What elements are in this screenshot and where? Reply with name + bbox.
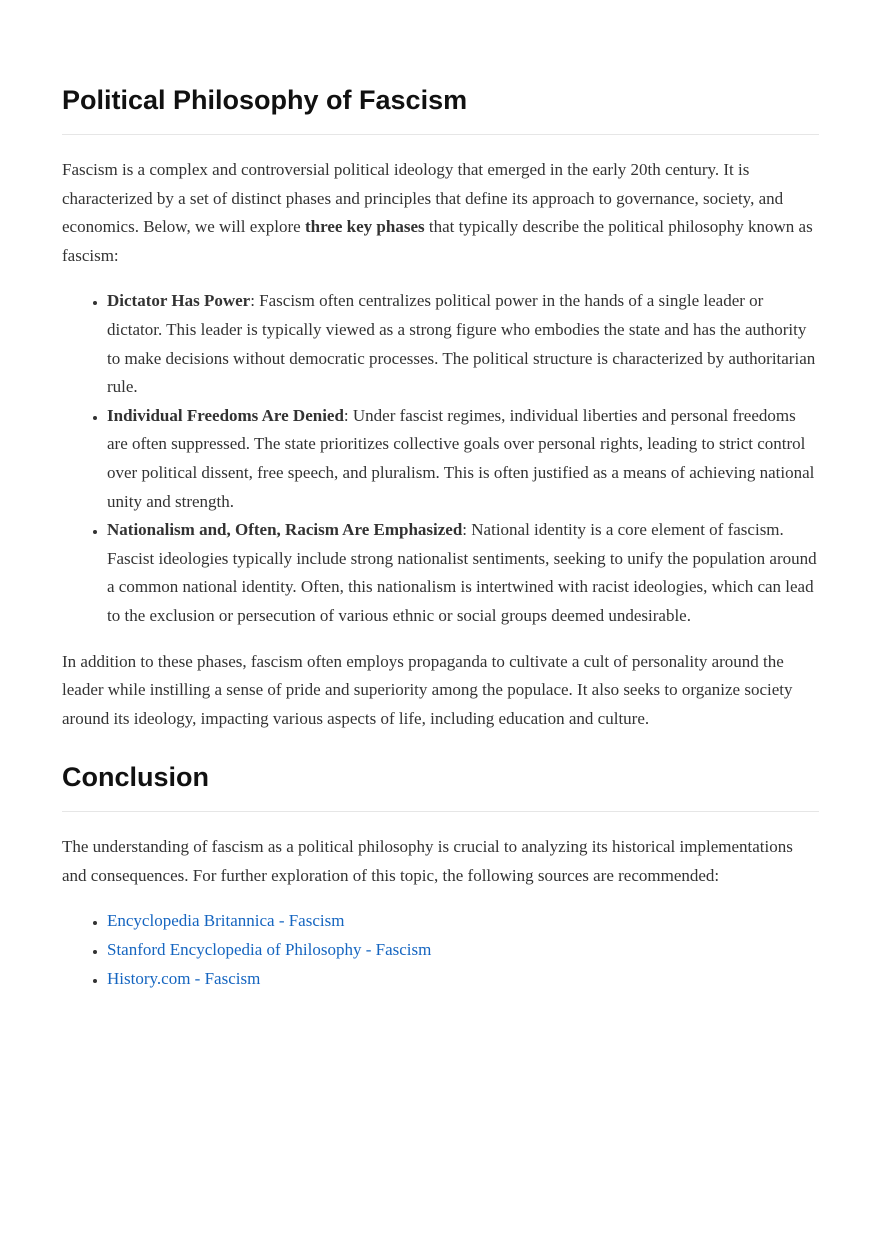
phase-title: Nationalism and, Often, Racism Are Emphasized <box>107 520 463 540</box>
conclusion-paragraph: The understanding of fascism as a political philosophy is crucial to analyzing its historical implementations and consequences. For further exploration of this topic, the following sources are recommended: <box>62 837 793 885</box>
source-link-history[interactable]: History.com - Fascism <box>107 968 261 988</box>
phase-title: Individual Freedoms Are Denied <box>107 405 344 425</box>
sources-list <box>62 907 819 993</box>
intro-emphasis: three key phases <box>304 217 425 237</box>
list-item-phase <box>107 516 819 630</box>
closing-paragraph: In addition to these phases, fascism often employs propaganda to cultivate a cult of personality around the leader while instilling a sense of pride and superiority among the populace. It also seeks to organize society around its ideology, impacting various aspects of life, including education and culture. <box>62 651 793 728</box>
phase-title: Dictator Has Power <box>107 291 251 311</box>
conclusion-heading: Conclusion <box>62 753 819 812</box>
intro-paragraph <box>62 156 819 270</box>
list-item-source <box>107 965 819 994</box>
page-title: Political Philosophy of Fascism <box>62 76 819 135</box>
list-item-phase <box>107 287 819 401</box>
phases-list <box>62 287 819 630</box>
phase-description: : National identity is a core element of fascism. Fascist ideologies typically include strong nationalist sentiments, seeking to unify the population around a common national identity. Often, this nationalism is intertwined with racist ideologies, which can lead to the exclusion or persecution of various ethnic or social groups deemed undesirable. <box>107 520 817 625</box>
intro-text-start: Fascism is a complex and controversial political ideology that emerged in the early 20th century. It is characterized by a set of distinct phases and principles that define its approach to governance, society, and economics. Below, we will explore <box>62 160 784 237</box>
list-item-source <box>107 936 819 965</box>
phase-description: : Under fascist regimes, individual liberties and personal freedoms are often suppressed. The state prioritizes collective goals over personal rights, leading to strict control over political dissent, free speech, and pluralism. This is often justified as a means of achieving national unity and strength. <box>107 405 815 511</box>
list-item-source <box>107 907 819 936</box>
source-link-britannica[interactable]: Encyclopedia Britannica - Fascism <box>107 911 345 931</box>
intro-text-end: that typically describe the political philosophy known as fascism: <box>62 217 813 265</box>
source-link-stanford[interactable]: Stanford Encyclopedia of Philosophy - Fascism <box>107 940 432 960</box>
list-item-phase <box>107 402 819 516</box>
phase-description: : Fascism often centralizes political power in the hands of a single leader or dictator. This leader is typically viewed as a strong figure who embodies the state and has the authority to make decisions without democratic processes. The political structure is characterized by authoritarian rule. <box>107 291 816 397</box>
document-page <box>62 76 819 993</box>
